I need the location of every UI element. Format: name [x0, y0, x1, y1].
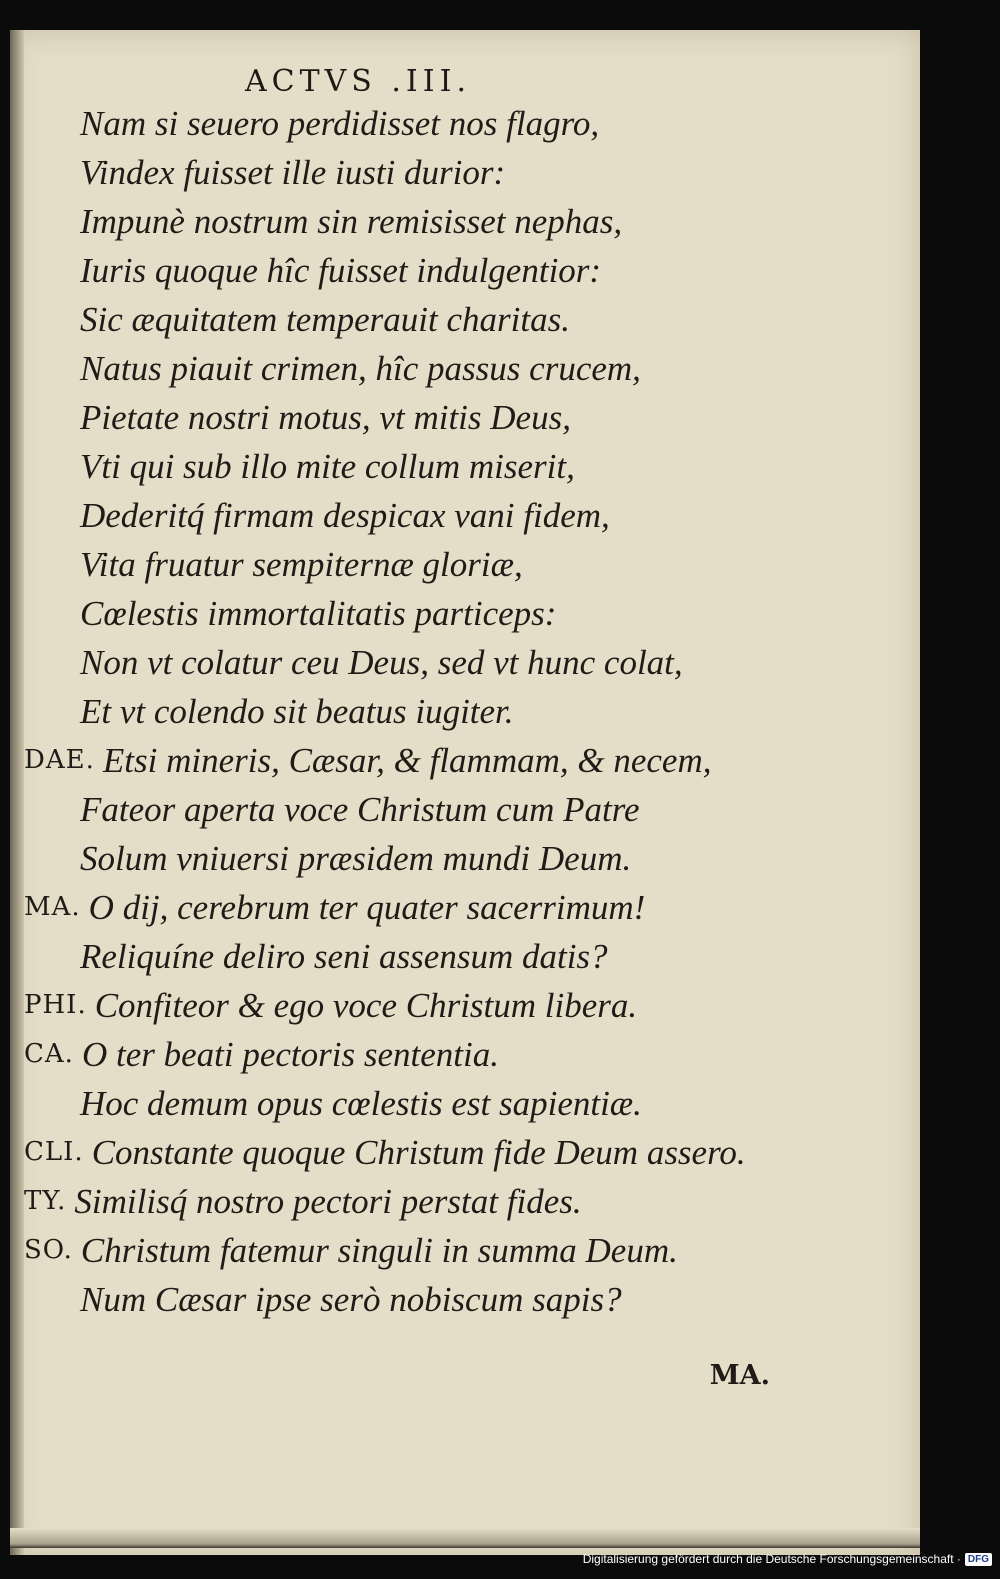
verse-text: O ter beati pectoris sententia. [81, 1035, 499, 1074]
verse-line [0, 643, 910, 692]
verse-text: Similisq́ nostro pectori perstat fides. [74, 1182, 582, 1221]
verse-line [0, 986, 910, 1035]
digitization-footer [583, 1552, 992, 1566]
verse-text: Natus piauit crimen, hîc passus crucem, [80, 349, 641, 388]
verse-text: Confiteor & ego voce Christum libera. [94, 986, 638, 1025]
speaker-label: DAE. [24, 745, 95, 775]
verse-line [0, 153, 910, 202]
verse-text: Vindex fuisset ille iusti durior: [80, 153, 506, 192]
verse-text: Et vt colendo sit beatus iugiter. [80, 692, 514, 731]
verse-text: Fateor aperta voce Christum cum Patre [80, 790, 640, 829]
verse-text: Solum vniuersi præsidem mundi Deum. [80, 839, 632, 878]
verse-text: Etsi mineris, Cæsar, & flammam, & necem, [102, 741, 712, 780]
verse-block [0, 104, 910, 1329]
verse-text: Reliquíne deliro seni assensum datis? [80, 937, 608, 976]
verse-text: Nam si seuero perdidisset nos flagro, [80, 104, 600, 143]
verse-line [0, 545, 910, 594]
speaker-label: SO. [24, 1235, 73, 1265]
speaker-label: PHI. [24, 990, 87, 1020]
verse-text: Non vt colatur ceu Deus, sed vt hunc colat, [80, 643, 683, 682]
verse-text: Sic æquitatem temperauit charitas. [80, 300, 570, 339]
verse-line [0, 1231, 910, 1280]
verse-text: O dij, cerebrum ter quater sacerrimum! [88, 888, 646, 927]
footer-credit: Digitalisierung gefördert durch die Deutsche Forschungsgemeinschaft · [582, 1552, 961, 1566]
speaker-label: CA. [24, 1039, 74, 1069]
verse-text: Vita fruatur sempiternæ gloriæ, [80, 545, 523, 584]
speaker-label: MA. [24, 892, 81, 922]
dfg-logo: DFG [965, 1553, 992, 1566]
verse-line [0, 300, 910, 349]
catchword: MA. [709, 1360, 770, 1391]
verse-line [0, 1133, 910, 1182]
verse-text: Dederitq́ firmam despicax vani fidem, [80, 496, 610, 535]
speaker-label: TY. [24, 1186, 67, 1216]
verse-line [0, 251, 910, 300]
verse-line [0, 888, 910, 937]
verse-text: Christum fatemur singuli in summa Deum. [80, 1231, 678, 1270]
verse-line [0, 104, 910, 153]
verse-text: Impunè nostrum sin remisisset nephas, [80, 202, 623, 241]
page-bottom-edge [10, 1528, 920, 1548]
verse-text: Num Cæsar ipse serò nobiscum sapis? [80, 1280, 622, 1319]
verse-text: Cœlestis immortalitatis particeps: [80, 594, 557, 633]
verse-text: Constante quoque Christum fide Deum assero. [91, 1133, 746, 1172]
verse-line [0, 398, 910, 447]
speaker-label: CLI. [24, 1137, 84, 1167]
verse-line [0, 496, 910, 545]
running-head: ACTVS .III. [245, 64, 472, 99]
verse-line [0, 790, 910, 839]
verse-text: Pietate nostri motus, vt mitis Deus, [80, 398, 571, 437]
verse-line [0, 1084, 910, 1133]
verse-line [0, 937, 910, 986]
verse-text: Iuris quoque hîc fuisset indulgentior: [80, 251, 602, 290]
verse-line [0, 349, 910, 398]
verse-line [0, 692, 910, 741]
verse-line [0, 1280, 910, 1329]
verse-line [0, 741, 910, 790]
verse-text: Hoc demum opus cœlestis est sapientiæ. [80, 1084, 642, 1123]
verse-line [0, 1035, 910, 1084]
verse-line [0, 447, 910, 496]
verse-line [0, 1182, 910, 1231]
verse-line [0, 594, 910, 643]
verse-text: Vti qui sub illo mite collum miserit, [80, 447, 575, 486]
verse-line [0, 202, 910, 251]
verse-line [0, 839, 910, 888]
